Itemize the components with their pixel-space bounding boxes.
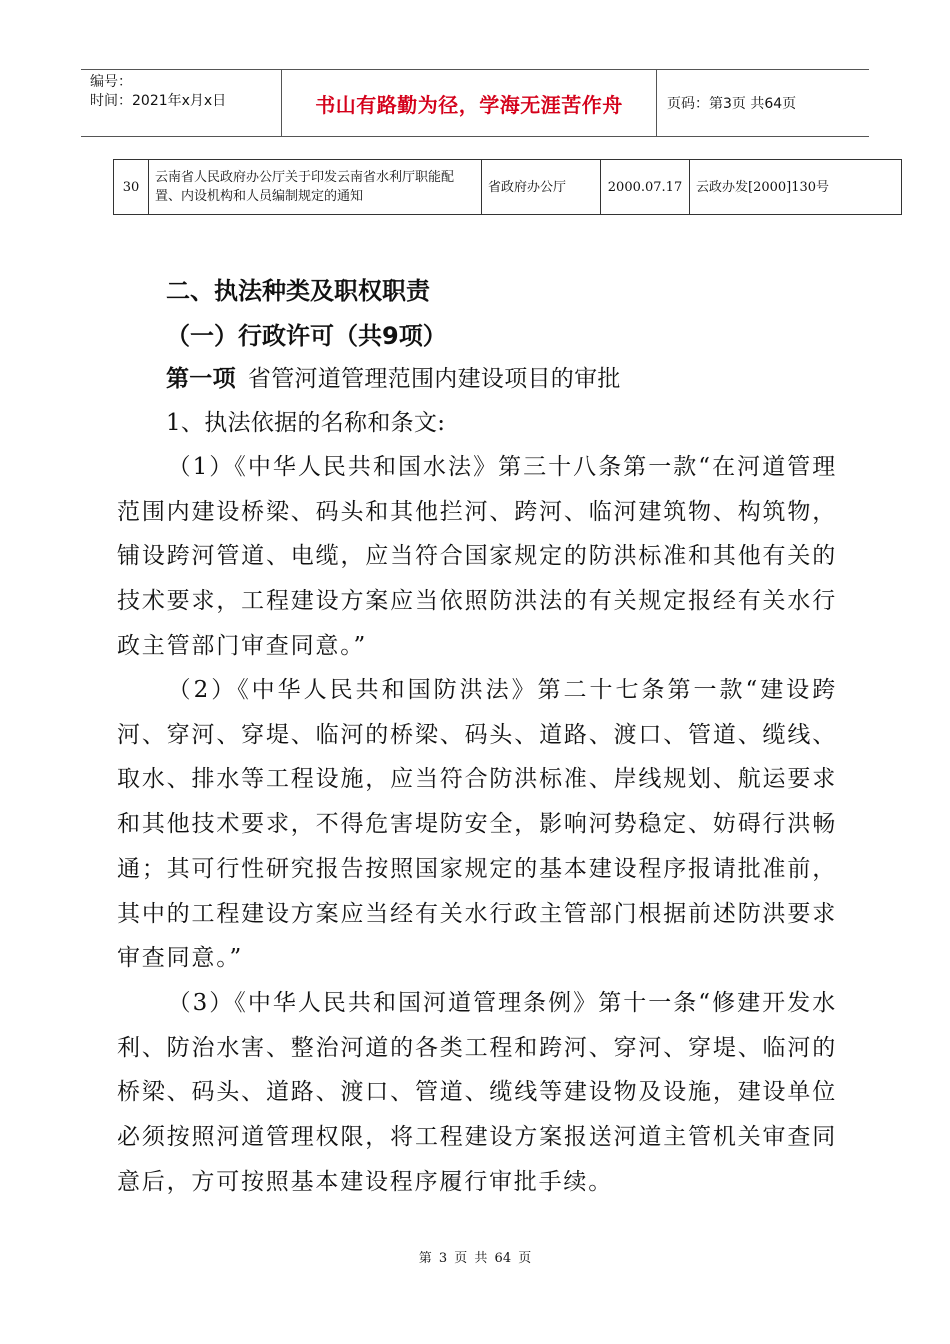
time-label: 时间：2021年x月x日 [90,93,227,109]
item-label: 第一项 [166,366,236,392]
row-title: 云南省人民政府办公厅关于印发云南省水利厅职能配置、内设机构和人员编制规定的通知 [149,160,482,215]
page-footer: 第 3 页 共 64 页 [418,1251,532,1266]
header-meta [81,70,282,136]
row-date: 2000.07.17 [601,160,690,215]
section-heading: 二、执法种类及职权职责 [166,277,430,305]
basis-label: 1、执法依据的名称和条文: [166,410,446,436]
header-motto: 书山有路勤为径，学海无涯苦作舟 [282,70,657,136]
sub-heading: （一）行政许可（共9项） [166,322,447,350]
paragraph-river-regulation: （3）《中华人民共和国河道管理条例》第十一条“修建开发水利、防治水害、整治河道的各类工程和跨河、穿河、穿堤、临河的桥梁、码头、道路、渡口、管道、缆线等建设物及设施，建设单位必须按照河道管理权限，将工程建设方案报送河道主管机关审查同意后，方可按照基本建设程序履行审批手续。 [117,990,837,1195]
row-number: 30 [114,160,149,215]
table-row [114,160,902,215]
paragraph-water-law: （1）《中华人民共和国水法》第三十八条第一款“在河道管理范围内建设桥梁、码头和其他拦河、跨河、临河建筑物、构筑物，铺设跨河管道、电缆，应当符合国家规定的防洪标准和其他有关的技术要求，工程建设方案应当依照防洪法的有关规定报经有关水行政主管部门审查同意。” [117,454,837,659]
paragraph-flood-control-law: （2）《中华人民共和国防洪法》第二十七条第一款“建设跨河、穿河、穿堤、临河的桥梁、码头、道路、渡口、管道、缆线、取水、排水等工程设施，应当符合防洪标准、岸线规划、航运要求和其他技术要求，不得危害堤防安全，影响河势稳定、妨碍行洪畅通；其可行性研究报告按照国家规定的基本建设程序报请批准前，其中的工程建设方案应当经有关水行政主管部门根据前述防洪要求审查同意。” [117,677,837,972]
regulation-table [113,159,902,215]
code-label: 编号： [90,74,132,90]
page-header [81,69,869,137]
row-doc-number: 云政办发[2000]130号 [690,160,902,215]
item-heading [166,360,621,393]
row-issuer: 省政府办公厅 [482,160,601,215]
item-title: 省管河道管理范围内建设项目的审批 [247,366,621,392]
header-page-code: 页码：第3页 共64页 [667,96,797,112]
